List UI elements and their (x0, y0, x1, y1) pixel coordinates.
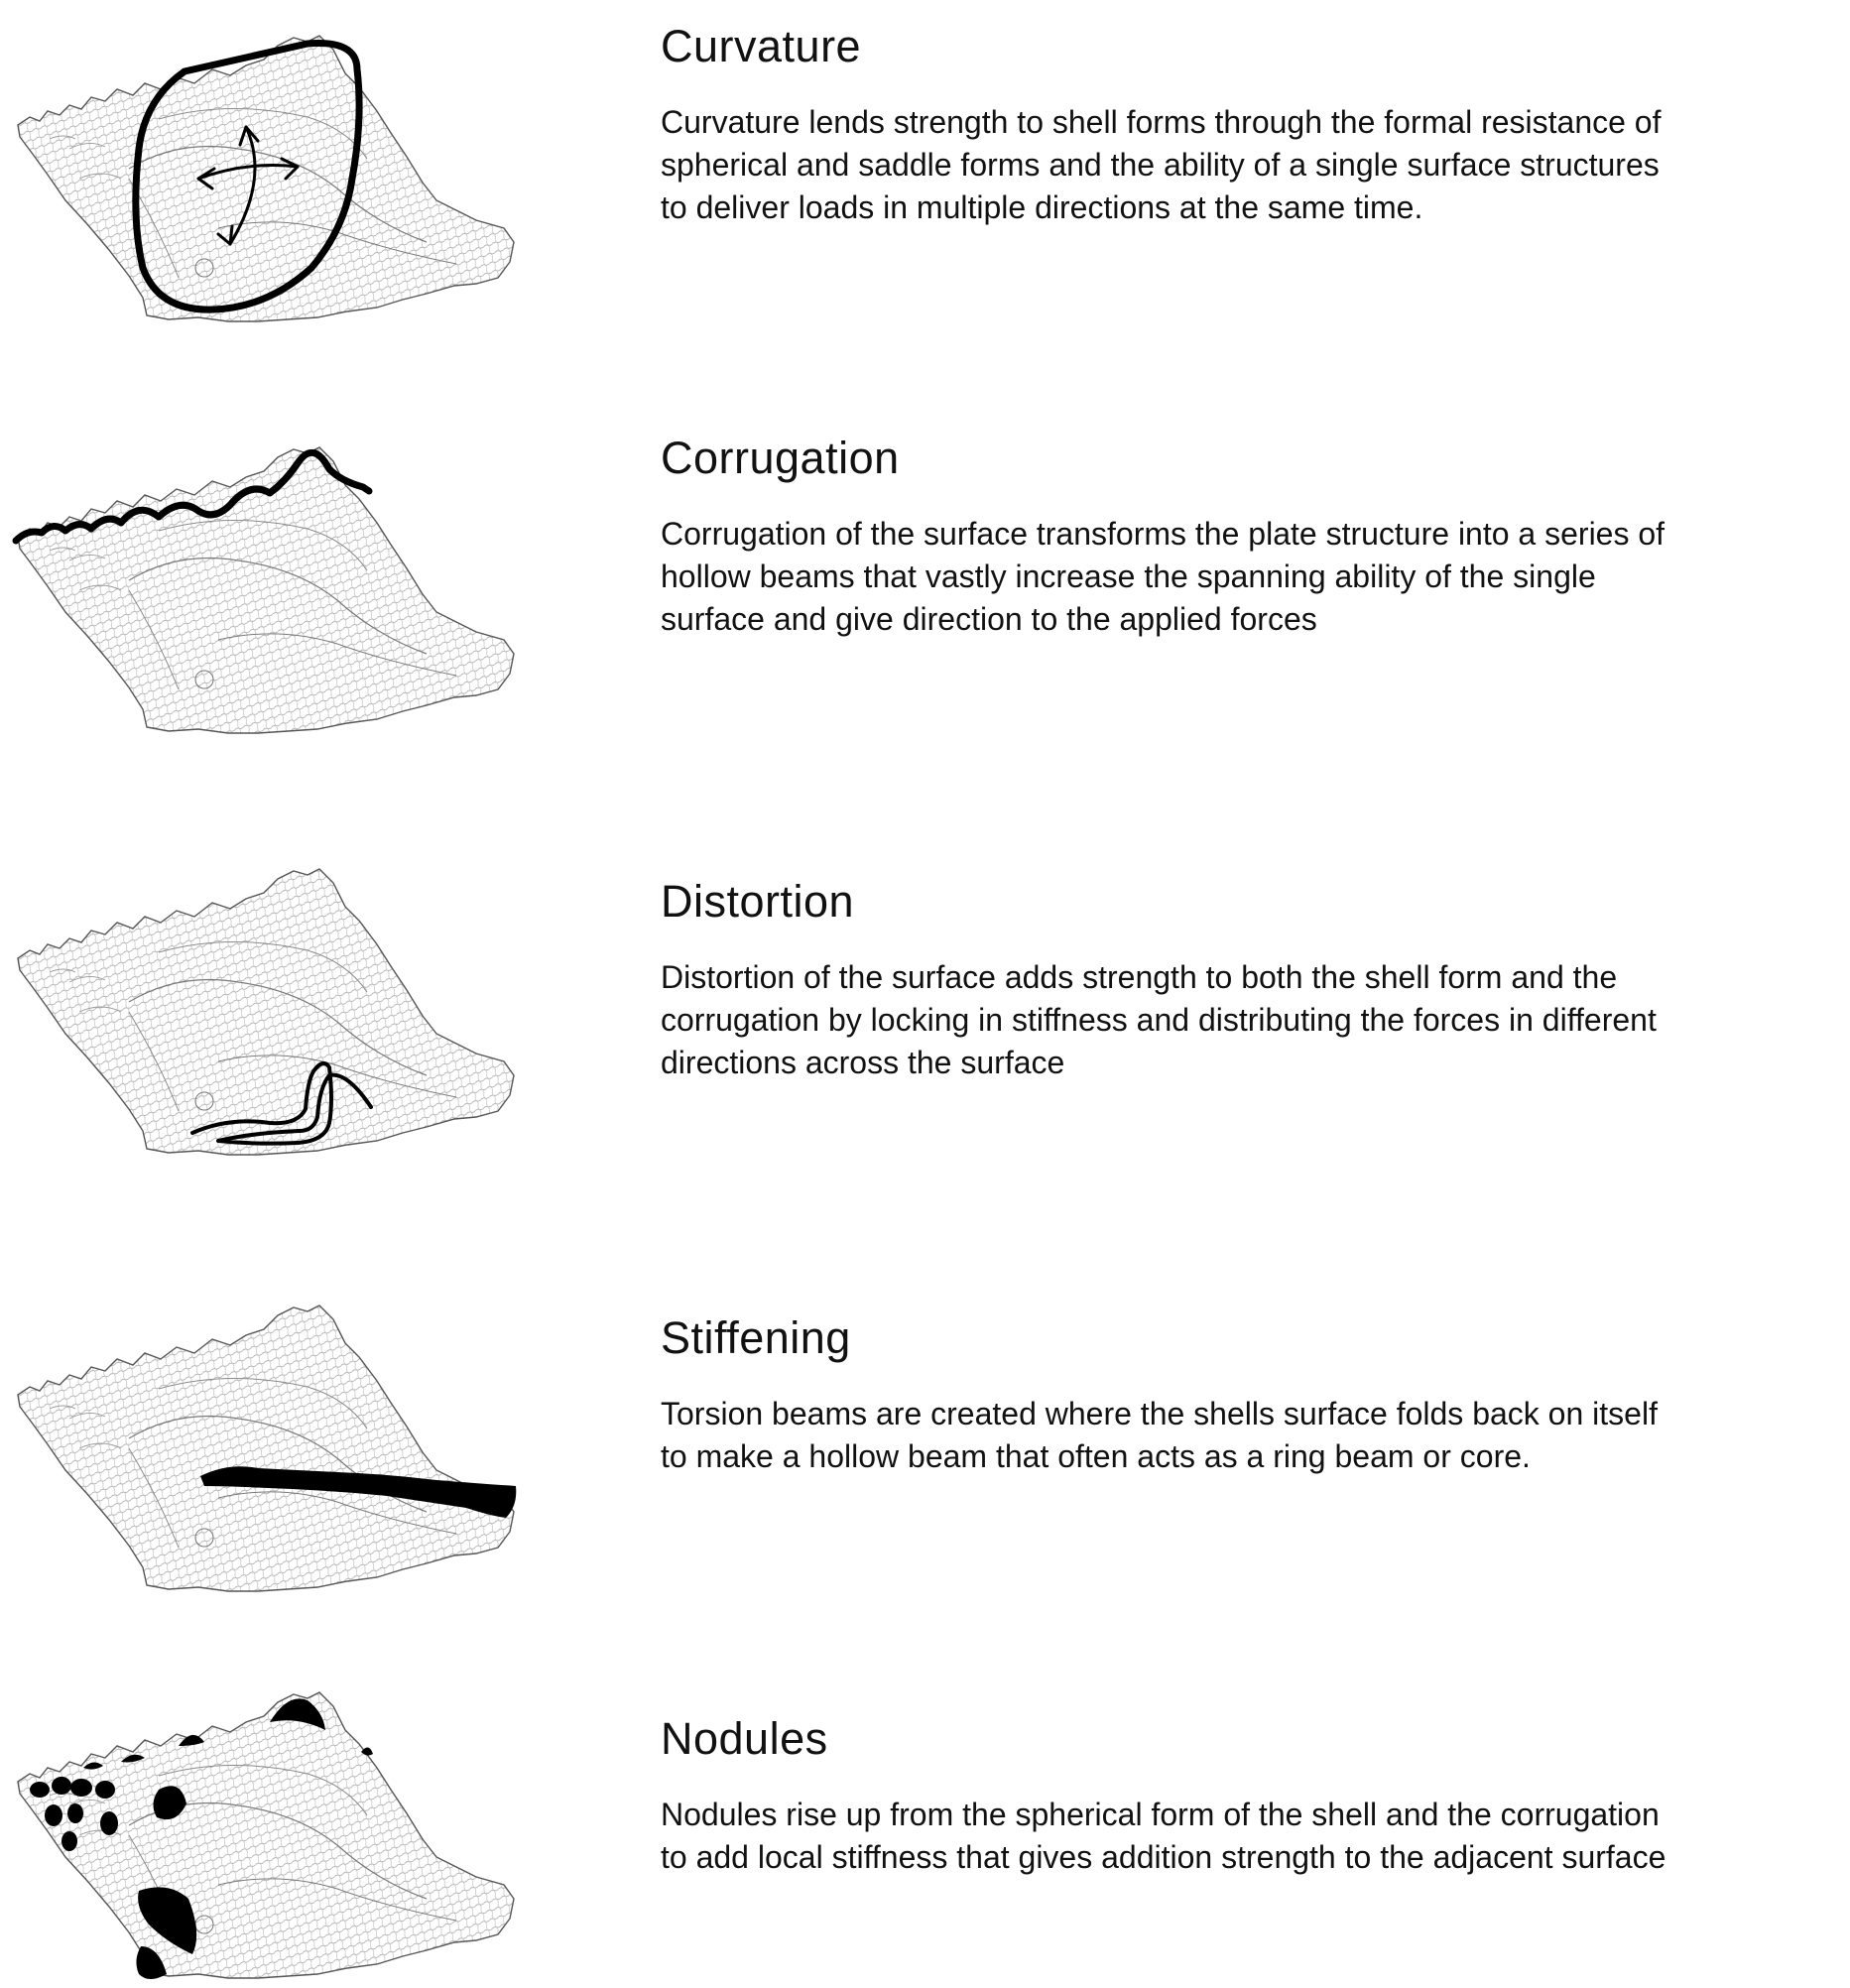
section-description: Corrugation of the surface transforms the plate structure into a series of hollow beams that vastly increase the spanning ability of the single surface and give direction to the applied forces (661, 515, 1665, 637)
section-title: Stiffening (661, 1312, 851, 1363)
shell-diagram-corrugation (10, 441, 526, 739)
section-description: Curvature lends strength to shell forms through the formal resistance of spherical and saddle forms and the ability of a single surface structures to deliver loads in multiple directions at the same time. (661, 103, 1662, 225)
section-title: Curvature (661, 21, 862, 71)
nodules-text (661, 1714, 1801, 1879)
section-title: Distortion (661, 876, 855, 927)
shell-diagram-curvature (10, 30, 526, 327)
corrugation-text (661, 434, 1801, 641)
shell-diagram-nodules (10, 1686, 526, 1984)
stiffening-text (661, 1313, 1801, 1478)
curvature-text (661, 22, 1801, 229)
shell-mesh-illustration (18, 1305, 514, 1591)
section-title: Corrugation (661, 433, 900, 483)
section-description: Nodules rise up from the spherical form of the shell and the corrugation to add local stiffness that gives addition strength to the adjacent surface (661, 1796, 1666, 1875)
section-description: Torsion beams are created where the shells surface folds back on itself to make a hollow beam that often acts as a ring beam or core. (661, 1395, 1658, 1474)
shell-diagram-distortion (10, 863, 526, 1161)
shell-mesh-illustration (18, 1692, 514, 1978)
shell-mesh-illustration (18, 36, 514, 321)
section-description: Distortion of the surface adds strength to both the shell form and the corrugation by locking in stiffness and distributing the forces in different directions across the surface (661, 958, 1657, 1080)
shell-diagram-stiffening (10, 1300, 526, 1597)
shell-mesh-illustration (18, 869, 514, 1155)
distortion-text (661, 877, 1801, 1084)
section-title: Nodules (661, 1713, 828, 1764)
